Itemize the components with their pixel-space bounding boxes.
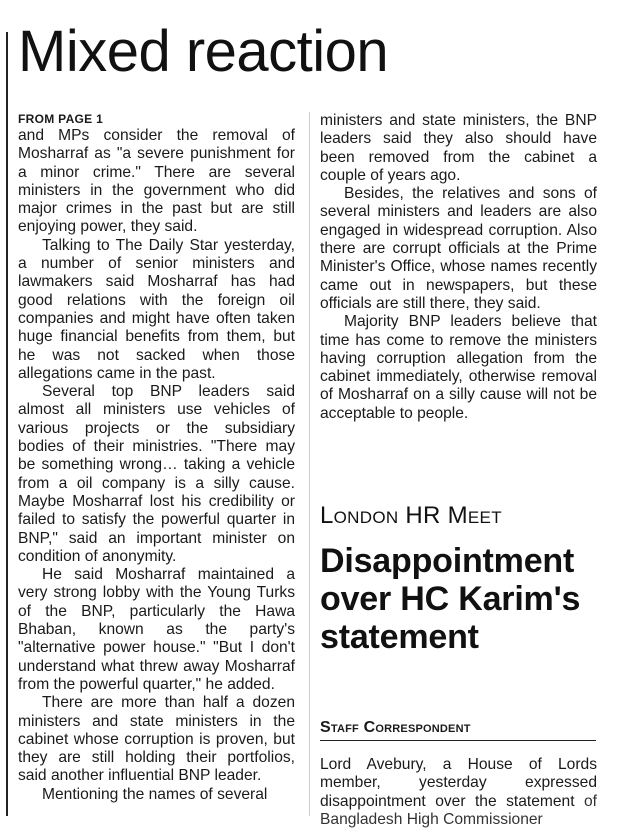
column-divider [309,112,310,816]
from-page-jumpline: FROM PAGE 1 [18,112,104,126]
article-column-1 [18,112,295,804]
article-paragraph: Besides, the relatives and sons of several ministers and leaders are also engaged in widespread corruption. Also there are corrupt officials at the Prime Minister's Office, whose names recently came out in newspapers, but these officials are still there, they said. [320,185,597,312]
left-margin-rule [6,32,8,816]
article-paragraph: He said Mosharraf maintained a very strong lobby with the Young Turks of the BNP, particularly the Hawa Bhaban, known as the party's "alternative power house." "But I don't understand what threw away Mosharraf from the powerful quarter," he added. [18,566,295,693]
story-byline: Staff Correspondent [320,717,596,741]
article-column-2 [320,112,597,423]
article-paragraph: and MPs consider the removal of Mosharraf as "a severe punishment for a minor crime." There are several ministers in the government who did major crimes in the past but are still enjoying power, they said. [18,127,295,236]
story-kicker: London HR Meet [320,502,502,529]
article-paragraph: There are more than half a dozen ministers and state ministers in the cabinet whose corruption is proven, but they are still holding their portfolios, said another influential BNP leader. [18,694,295,785]
article-paragraph: Mentioning the names of several [42,785,268,803]
article-paragraph: ministers and state ministers, the BNP leaders said they also should have been removed from the cabinet a couple of years ago. [320,112,597,184]
article-paragraph: Majority BNP leaders believe that time has come to remove the ministers having corruption allegation from the cabinet immediately, otherwise removal of Mosharraf on a silly cause will not be acceptable to people. [320,313,597,422]
article-paragraph: Talking to The Daily Star yesterday, a number of senior ministers and lawmakers said Mosharraf has had good relations with the foreign oil companies and might have often taken huge financial benefits from them, but he was not sacked when those allegations came in the past. [18,236,295,382]
story-body-text: Lord Avebury, a House of Lords member, yesterday expressed disappointment over the statement [320,756,597,810]
page-headline: Mixed reaction [18,19,389,84]
story-body [320,756,597,829]
article-paragraph: Several top BNP leaders said almost all ministers use vehicles of various projects or the subsidiary bodies of their ministries. "There may be something wrong… taking a vehicle from a oil company is a silly cause. Maybe Mosharraf lost his credibility or failed to satisfy the powerful quarter in BNP," said an important minister on condition of anonymity. [18,383,295,565]
story-body-cut-text: of Bangladesh High Commissioner [320,792,597,828]
story-headline: Disappointment over HC Karim's statement [320,542,581,656]
